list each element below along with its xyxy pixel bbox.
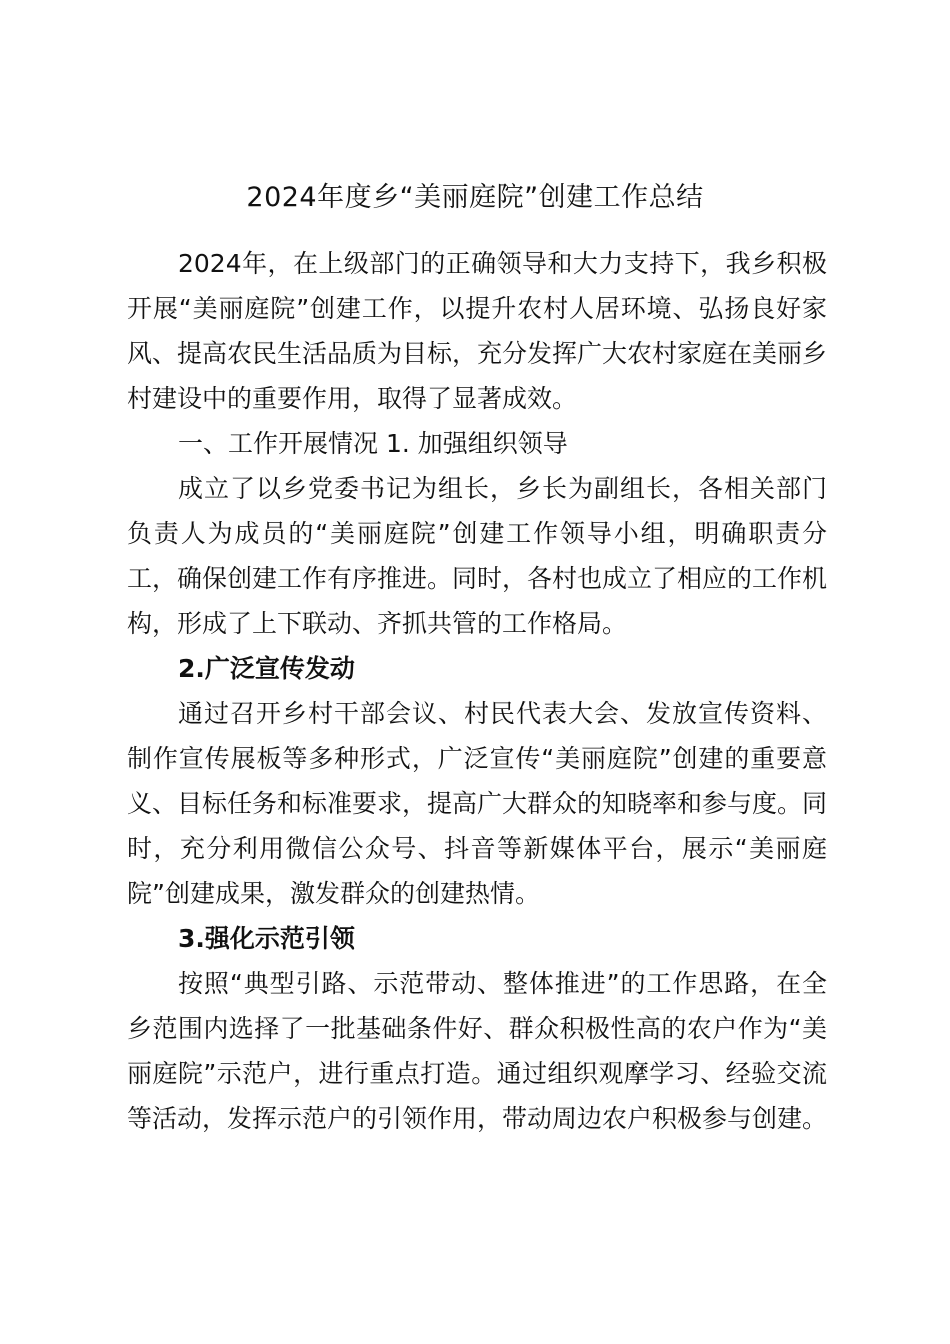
intro-paragraph: 2024年，在上级部门的正确领导和大力支持下，我乡积极开展“美丽庭院”创建工作，以提升农村人居环境、弘扬良好家风、提高农民生活品质为目标，充分发挥广大农村家庭在美丽乡村建设中的重要作用，取得了显著成效。 bbox=[127, 249, 828, 413]
section3-heading: 3.强化示范引领 bbox=[178, 924, 355, 953]
section2-heading: 2.广泛宣传发动 bbox=[178, 654, 355, 683]
document-body bbox=[127, 241, 827, 1141]
section1-paragraph: 成立了以乡党委书记为组长，乡长为副组长，各相关部门负责人为成员的“美丽庭院”创建工作领导小组，明确职责分工，确保创建工作有序推进。同时，各村也成立了相应的工作机构，形成了上下联动、齐抓共管的工作格局。 bbox=[127, 474, 828, 638]
document-title: 2024年度乡“美丽庭院”创建工作总结 bbox=[246, 182, 704, 213]
section3-paragraph: 按照“典型引路、示范带动、整体推进”的工作思路，在全乡范围内选择了一批基础条件好、群众积极性高的农户作为“美丽庭院”示范户，进行重点打造。通过组织观摩学习、经验交流等活动，发挥示范户的引领作用，带动周边农户积极参与创建。 bbox=[127, 969, 828, 1133]
section2-paragraph: 通过召开乡村干部会议、村民代表大会、发放宣传资料、制作宣传展板等多种形式，广泛宣传“美丽庭院”创建的重要意义、目标任务和标准要求，提高广大群众的知晓率和参与度。同时，充分利用微信公众号、抖音等新媒体平台，展示“美丽庭院”创建成果，激发群众的创建热情。 bbox=[127, 699, 828, 908]
section1-heading: 一、工作开展情况 1. 加强组织领导 bbox=[178, 429, 568, 458]
